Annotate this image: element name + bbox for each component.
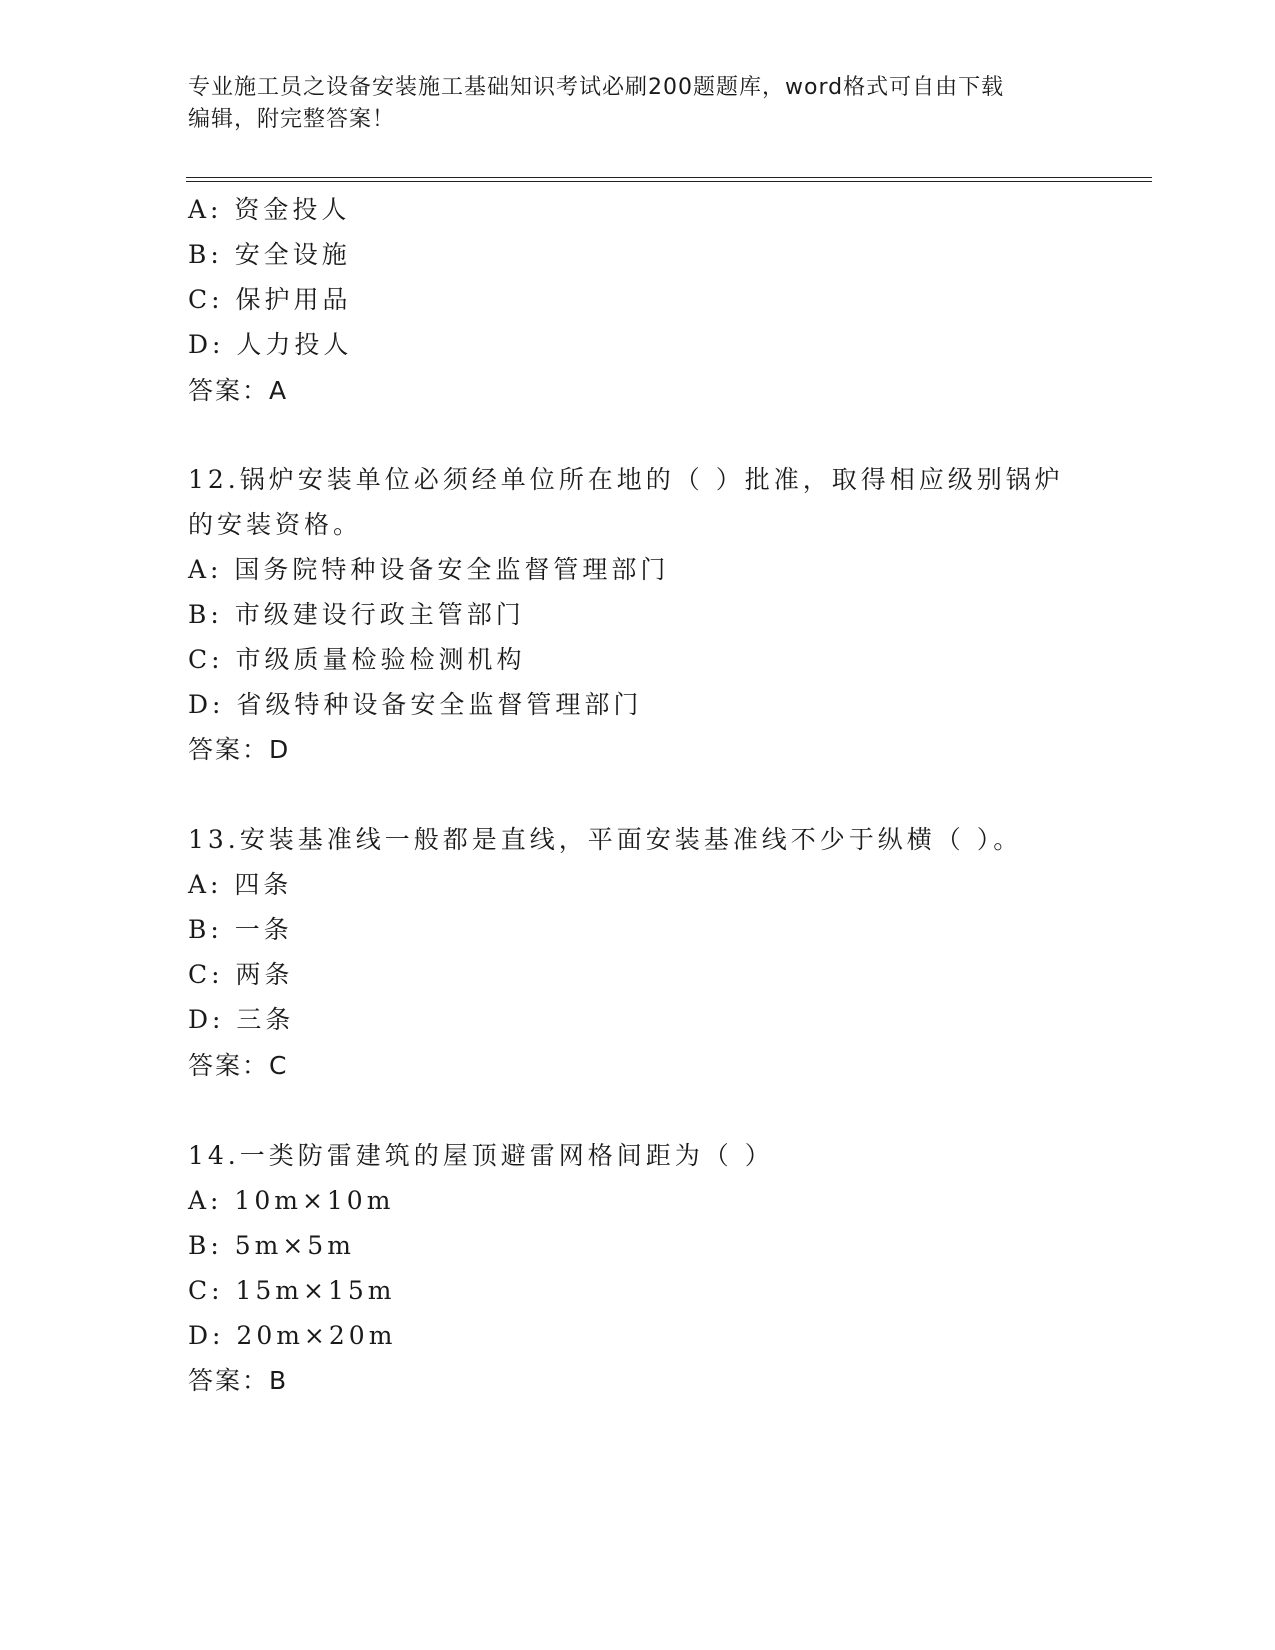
- header-title-line-1: 专业施工员之设备安装施工基础知识考试必刷200题题库，word格式可自由下载: [188, 75, 1005, 100]
- q11-option-a: A: 资金投人: [188, 195, 351, 224]
- q13-option-d: D: 三条: [188, 1005, 295, 1034]
- q14-option-d: D: 20m×20m: [188, 1321, 397, 1350]
- document-header: [188, 72, 1068, 136]
- q13-stem-line-1: 13.安装基准线一般都是直线，平面安装基准线不少于纵横（ ）。: [188, 825, 1023, 854]
- q13-option-b: B: 一条: [188, 915, 293, 944]
- q11-option-d: D: 人力投人: [188, 330, 353, 359]
- q13-option-c: C: 两条: [188, 960, 294, 989]
- q14-answer: 答案：B: [188, 1366, 289, 1395]
- q11-option-c: C: 保护用品: [188, 285, 352, 314]
- q12-stem-line-2: 的安装资格。: [188, 510, 363, 539]
- header-title-line-2: 编辑，附完整答案！: [188, 107, 396, 132]
- q13-option-a: A: 四条: [188, 870, 293, 899]
- q12-option-c: C: 市级质量检验检测机构: [188, 645, 526, 674]
- q14-option-a: A: 10m×10m: [188, 1186, 395, 1215]
- q12-stem-line-1: 12.锅炉安装单位必须经单位所在地的（ ）批准，取得相应级别锅炉: [188, 465, 1064, 494]
- q13-answer: 答案：C: [188, 1051, 289, 1080]
- q12-answer: 答案：D: [188, 735, 291, 764]
- q14-option-c: C: 15m×15m: [188, 1276, 396, 1305]
- q11-option-b: B: 安全设施: [188, 240, 351, 269]
- q14-stem-line-1: 14.一类防雷建筑的屋顶避雷网格间距为（ ）: [188, 1141, 774, 1170]
- header-divider-top: [186, 177, 1152, 178]
- q12-option-a: A: 国务院特种设备安全监督管理部门: [188, 555, 670, 584]
- q12-option-d: D: 省级特种设备安全监督管理部门: [188, 690, 643, 719]
- q11-answer: 答案：A: [188, 376, 289, 405]
- q12-option-b: B: 市级建设行政主管部门: [188, 600, 525, 629]
- header-divider-bottom: [186, 181, 1152, 182]
- q14-option-b: B: 5m×5m: [188, 1231, 355, 1260]
